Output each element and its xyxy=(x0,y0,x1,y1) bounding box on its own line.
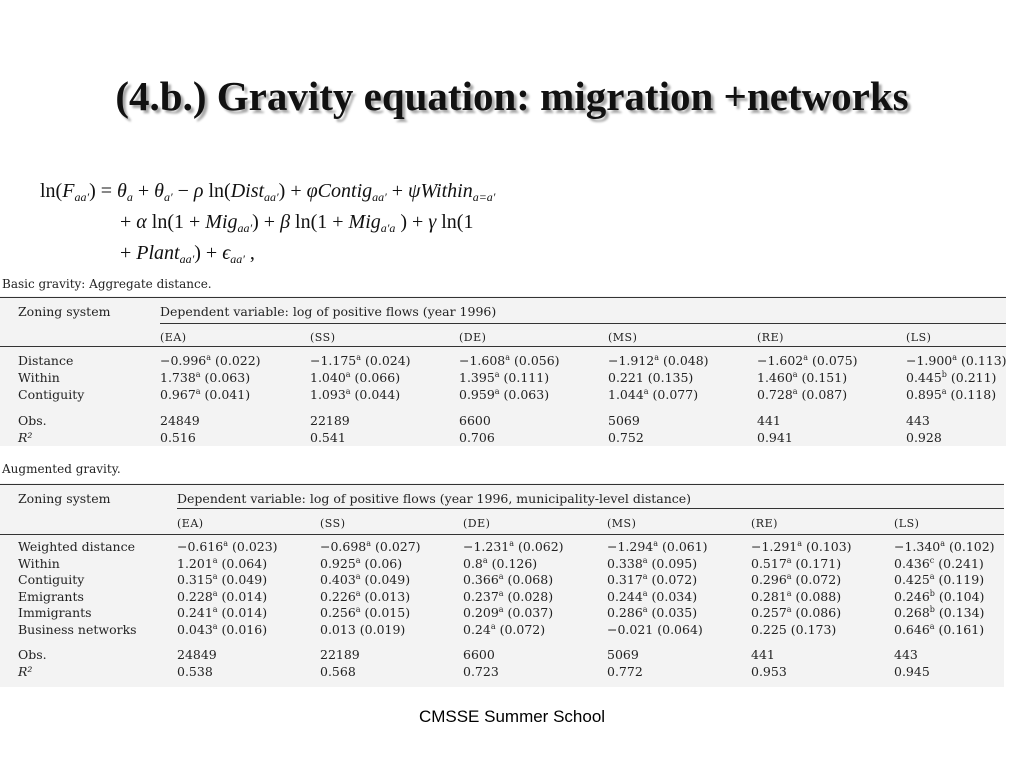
equation-line-1: $\ln(F_{aa'}) = \theta_a + \theta_{a'} - \rho$ ln(Dist$_{aa'}$) + φContig$_{aa'}$ + ψWithin$_{a=a'}$ xyxy=(40,180,496,204)
column-header xyxy=(177,515,204,531)
slide-title: (4.b.) Gravity equation: migration +networks xyxy=(115,73,909,119)
stat-value: 0.772 xyxy=(607,664,643,679)
significance-marker: a xyxy=(482,556,488,565)
column-label: ( LS ) xyxy=(894,517,919,530)
row-label: Emigrants xyxy=(18,589,84,604)
stat-value: 441 xyxy=(757,413,781,428)
significance-marker: a xyxy=(642,572,648,581)
coefficient-cell: 0.286$^a$ (0.035) xyxy=(607,605,698,620)
significance-marker: b xyxy=(929,605,935,614)
column-label: ( RE ) xyxy=(751,517,778,530)
coefficient-cell: 0.221 (0.135) xyxy=(608,370,694,385)
coefficient-cell: 0.646$^a$ (0.161) xyxy=(894,622,985,637)
coefficient-cell: 1.040$^a$ (0.066) xyxy=(310,370,401,385)
column-header xyxy=(463,515,490,531)
column-header xyxy=(320,515,345,531)
table1-rule xyxy=(0,297,1006,298)
coefficient-cell: −1.608$^a$ (0.056) xyxy=(459,353,560,368)
coefficient-cell: −0.616$^a$ (0.023) xyxy=(177,539,278,554)
significance-marker: a xyxy=(792,387,798,396)
coefficient-cell: 0.366$^a$ (0.068) xyxy=(463,572,554,587)
coefficient-cell: 1.460$^a$ (0.151) xyxy=(757,370,848,385)
column-label: ( EA ) xyxy=(160,331,187,344)
coefficient-cell: 0.8$^a$ (0.126) xyxy=(463,556,538,571)
coefficient-cell: −0.996$^a$ (0.022) xyxy=(160,353,261,368)
coefficient-cell: 0.246$^b$ (0.104) xyxy=(894,589,985,604)
significance-marker: a xyxy=(498,605,504,614)
table1-caption: Basic gravity: Aggregate distance. xyxy=(2,277,212,291)
stat-value: 0.723 xyxy=(463,664,499,679)
significance-marker: a xyxy=(212,605,218,614)
coefficient-cell: −1.340$^a$ (0.102) xyxy=(894,539,995,554)
column-header xyxy=(751,515,778,531)
significance-marker: a xyxy=(355,605,361,614)
significance-marker: a xyxy=(803,353,809,362)
significance-marker: a xyxy=(212,589,218,598)
significance-marker: a xyxy=(786,572,792,581)
table1-rule xyxy=(160,323,1006,324)
coefficient-cell: 1.201$^a$ (0.064) xyxy=(177,556,268,571)
equation-line-3: + Plant$_{aa'}$) + $\epsilon_{aa'}$ , xyxy=(120,242,255,266)
dependent-variable-header: Dependent variable: log of positive flows (year 1996) xyxy=(160,304,497,319)
dependent-variable-header: Dependent variable: log of positive flows (year 1996, municipality-level distance) xyxy=(177,491,692,506)
coefficient-cell: 1.093$^a$ (0.044) xyxy=(310,387,401,402)
stat-value: 0.538 xyxy=(177,664,213,679)
significance-marker: a xyxy=(345,370,351,379)
significance-marker: a xyxy=(940,539,946,548)
significance-marker: a xyxy=(345,387,351,396)
coefficient-cell: 0.043$^a$ (0.016) xyxy=(177,622,268,637)
coefficient-cell: 0.296$^a$ (0.072) xyxy=(751,572,842,587)
significance-marker: a xyxy=(494,370,500,379)
coefficient-cell: 0.237$^a$ (0.028) xyxy=(463,589,554,604)
stat-label: R² xyxy=(18,430,33,445)
significance-marker: a xyxy=(509,539,515,548)
stat-value: 0.928 xyxy=(906,430,942,445)
significance-marker: a xyxy=(355,556,361,565)
coefficient-cell: 0.268$^b$ (0.134) xyxy=(894,605,985,620)
significance-marker: a xyxy=(498,572,504,581)
coefficient-cell: −1.231$^a$ (0.062) xyxy=(463,539,564,554)
table2-rule xyxy=(177,508,1004,509)
coefficient-cell: −1.900$^a$ (0.113) xyxy=(906,353,1007,368)
coefficient-cell: 0.315$^a$ (0.049) xyxy=(177,572,268,587)
column-label: ( DE ) xyxy=(459,331,486,344)
coefficient-cell: 0.517$^a$ (0.171) xyxy=(751,556,842,571)
column-header xyxy=(757,329,784,345)
significance-marker: a xyxy=(366,539,372,548)
significance-marker: a xyxy=(797,539,803,548)
footer: CMSSE Summer School xyxy=(418,707,606,726)
significance-marker: a xyxy=(786,589,792,598)
coefficient-cell: 0.403$^a$ (0.049) xyxy=(320,572,411,587)
stub-header: Zoning system xyxy=(18,491,111,506)
stat-label: R² xyxy=(18,664,33,679)
column-header xyxy=(906,329,931,345)
stat-value: 0.941 xyxy=(757,430,793,445)
coefficient-cell: 0.281$^a$ (0.088) xyxy=(751,589,842,604)
column-header xyxy=(310,329,335,345)
column-header xyxy=(459,329,486,345)
coefficient-cell: 0.226$^a$ (0.013) xyxy=(320,589,411,604)
significance-marker: a xyxy=(355,572,361,581)
row-label: Within xyxy=(18,370,60,385)
coefficient-cell: 1.738$^a$ (0.063) xyxy=(160,370,251,385)
significance-marker: a xyxy=(498,589,504,598)
table2 xyxy=(0,483,1004,687)
significance-marker: a xyxy=(195,370,201,379)
stat-value: 0.541 xyxy=(310,430,346,445)
coefficient-cell: 0.959$^a$ (0.063) xyxy=(459,387,550,402)
significance-marker: a xyxy=(786,605,792,614)
table2-caption: Augmented gravity. xyxy=(2,462,121,476)
table2-rule xyxy=(0,534,1004,535)
column-label: ( EA ) xyxy=(177,517,204,530)
coefficient-cell: −1.602$^a$ (0.075) xyxy=(757,353,858,368)
row-label: Contiguity xyxy=(18,387,85,402)
coefficient-cell: −1.294$^a$ (0.061) xyxy=(607,539,708,554)
significance-marker: a xyxy=(355,589,361,598)
coefficient-cell: −0.698$^a$ (0.027) xyxy=(320,539,421,554)
column-label: ( SS ) xyxy=(320,517,345,530)
stat-value: 0.706 xyxy=(459,430,495,445)
significance-marker: a xyxy=(505,353,511,362)
significance-marker: a xyxy=(654,353,660,362)
coefficient-cell: 0.895$^a$ (0.118) xyxy=(906,387,997,402)
coefficient-cell: 0.967$^a$ (0.041) xyxy=(160,387,251,402)
significance-marker: a xyxy=(643,387,649,396)
stat-value: 5069 xyxy=(608,413,640,428)
significance-marker: a xyxy=(792,370,798,379)
stat-value: 24849 xyxy=(160,413,200,428)
stat-value: 0.516 xyxy=(160,430,196,445)
coefficient-cell: 0.209$^a$ (0.037) xyxy=(463,605,554,620)
significance-marker: a xyxy=(642,605,648,614)
row-label: Distance xyxy=(18,353,74,368)
significance-marker: b xyxy=(929,589,935,598)
column-label: ( MS ) xyxy=(608,331,637,344)
significance-marker: a xyxy=(206,353,212,362)
column-header xyxy=(894,515,919,531)
row-label: Contiguity xyxy=(18,572,85,587)
column-label: ( DE ) xyxy=(463,517,490,530)
stat-value: 441 xyxy=(751,647,775,662)
stat-label: Obs. xyxy=(18,647,47,662)
coefficient-cell: −1.291$^a$ (0.103) xyxy=(751,539,852,554)
stat-value: 6600 xyxy=(459,413,491,428)
significance-marker: a xyxy=(494,387,500,396)
stat-value: 0.568 xyxy=(320,664,356,679)
significance-marker: a xyxy=(952,353,958,362)
coefficient-cell: 0.228$^a$ (0.014) xyxy=(177,589,268,604)
significance-marker: a xyxy=(642,589,648,598)
coefficient-cell: 0.338$^a$ (0.095) xyxy=(607,556,698,571)
table1 xyxy=(0,296,1006,446)
coefficient-cell: 0.425$^a$ (0.119) xyxy=(894,572,985,587)
significance-marker: b xyxy=(941,370,947,379)
significance-marker: c xyxy=(929,556,935,565)
significance-marker: a xyxy=(653,539,659,548)
significance-marker: a xyxy=(212,556,218,565)
coefficient-cell: 0.24$^a$ (0.072) xyxy=(463,622,546,637)
significance-marker: a xyxy=(490,622,496,631)
coefficient-cell: 1.395$^a$ (0.111) xyxy=(459,370,550,385)
row-label: Weighted distance xyxy=(18,539,136,554)
stat-value: 0.945 xyxy=(894,664,930,679)
stat-value: 443 xyxy=(894,647,918,662)
coefficient-cell: 0.257$^a$ (0.086) xyxy=(751,605,842,620)
coefficient-cell: 0.445$^b$ (0.211) xyxy=(906,370,997,385)
significance-marker: a xyxy=(786,556,792,565)
table1-rule xyxy=(0,346,1006,347)
stat-value: 5069 xyxy=(607,647,639,662)
coefficient-cell: −1.175$^a$ (0.024) xyxy=(310,353,411,368)
coefficient-cell: 0.317$^a$ (0.072) xyxy=(607,572,698,587)
significance-marker: a xyxy=(941,387,947,396)
significance-marker: a xyxy=(223,539,229,548)
column-label: ( RE ) xyxy=(757,331,784,344)
column-label: ( LS ) xyxy=(906,331,931,344)
column-label: ( MS ) xyxy=(607,517,636,530)
coefficient-cell: 0.925$^a$ (0.06) xyxy=(320,556,403,571)
stub-header: Zoning system xyxy=(18,304,111,319)
row-label: Within xyxy=(18,556,60,571)
stat-value: 443 xyxy=(906,413,930,428)
row-label: Immigrants xyxy=(18,605,92,620)
coefficient-cell: 0.244$^a$ (0.034) xyxy=(607,589,698,604)
significance-marker: a xyxy=(642,556,648,565)
coefficient-cell: 0.241$^a$ (0.014) xyxy=(177,605,268,620)
significance-marker: a xyxy=(929,572,935,581)
stat-value: 0.953 xyxy=(751,664,787,679)
coefficient-cell: −1.912$^a$ (0.048) xyxy=(608,353,709,368)
significance-marker: a xyxy=(929,622,935,631)
coefficient-cell: 1.044$^a$ (0.077) xyxy=(608,387,699,402)
equation-line-2: + α ln(1 + Mig$_{aa'}$) + β ln(1 + Mig$_{a'a}$ ) + γ ln(1 xyxy=(120,211,474,235)
significance-marker: a xyxy=(212,572,218,581)
coefficient-cell: 0.013 (0.019) xyxy=(320,622,406,637)
stat-label: Obs. xyxy=(18,413,47,428)
column-header xyxy=(608,329,637,345)
significance-marker: a xyxy=(195,387,201,396)
coefficient-cell: −0.021 (0.064) xyxy=(607,622,703,637)
coefficient-cell: 0.225 (0.173) xyxy=(751,622,837,637)
stat-value: 6600 xyxy=(463,647,495,662)
coefficient-cell: 0.728$^a$ (0.087) xyxy=(757,387,848,402)
row-label: Business networks xyxy=(18,622,137,637)
coefficient-cell: 0.256$^a$ (0.015) xyxy=(320,605,411,620)
stat-value: 22189 xyxy=(310,413,350,428)
significance-marker: a xyxy=(212,622,218,631)
stat-value: 24849 xyxy=(177,647,217,662)
significance-marker: a xyxy=(356,353,362,362)
stat-value: 0.752 xyxy=(608,430,644,445)
column-label: ( SS ) xyxy=(310,331,335,344)
table2-rule xyxy=(0,484,1004,485)
column-header xyxy=(607,515,636,531)
column-header xyxy=(160,329,187,345)
stat-value: 22189 xyxy=(320,647,360,662)
coefficient-cell: 0.436$^c$ (0.241) xyxy=(894,556,984,571)
